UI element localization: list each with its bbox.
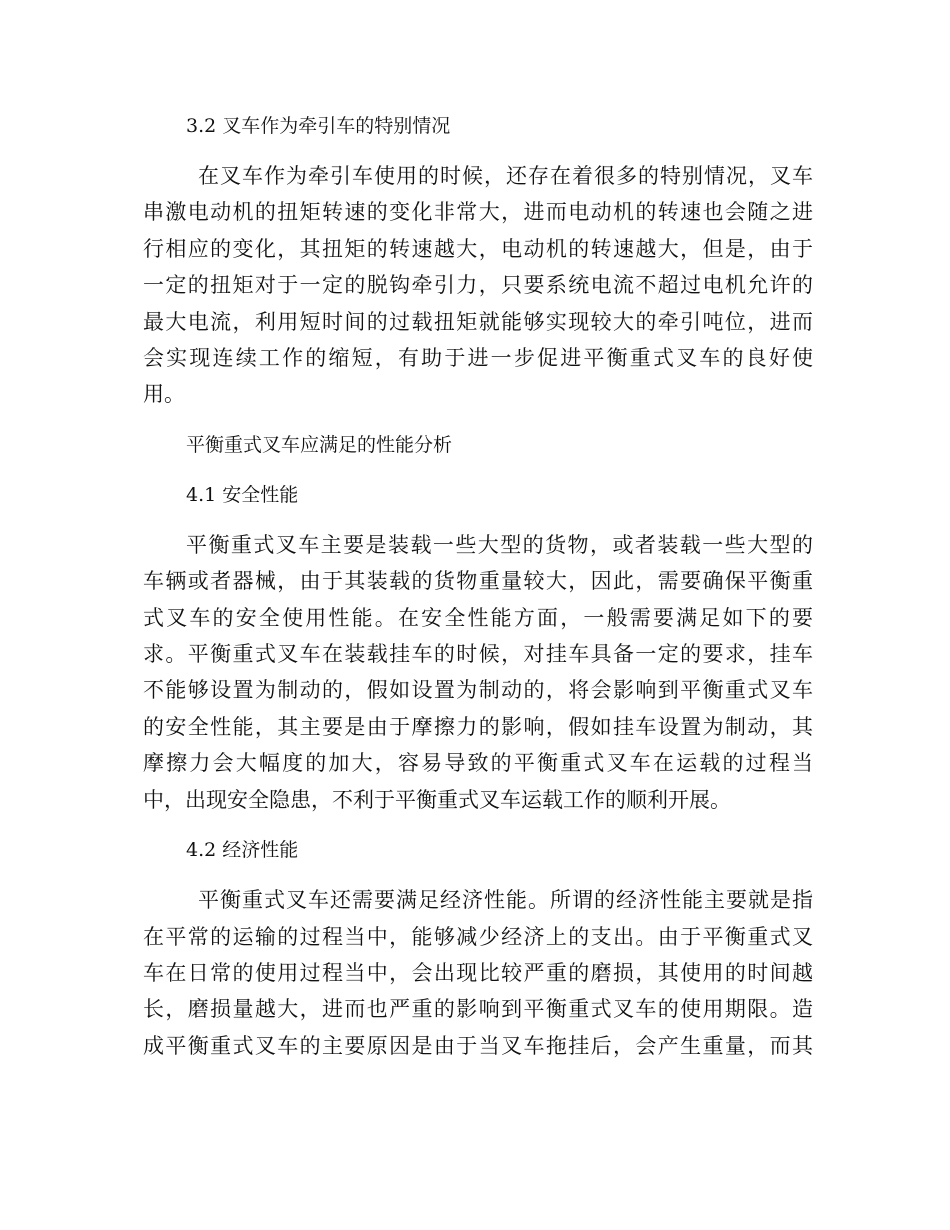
text-line: 车在日常的使用过程当中，会出现比较严重的磨损，其使用的时间越 [143, 960, 813, 985]
text-line: 一定的扭矩对于一定的脱钩牵引力，只要系统电流不超过电机允许的 [143, 273, 813, 298]
text-line: 成平衡重式叉车的主要原因是由于当叉车拖挂后，会产生重量，而其 [143, 1033, 813, 1058]
heading-4-2: 4.2 经济性能 [186, 839, 299, 862]
text-line: 在叉车作为牵引车使用的时候，还存在着很多的特别情况，叉车 [198, 164, 813, 188]
text-line: 平衡重式叉车主要是装载一些大型的货物，或者装载一些大型的 [186, 532, 813, 557]
text-line: 长，磨损量越大，进而也严重的影响到平衡重式叉车的使用期限。造 [143, 997, 813, 1022]
paragraph-safety-performance [143, 527, 813, 818]
paragraph-economic-performance [143, 882, 813, 1064]
text-line: 求。平衡重式叉车在装载挂车的时候，对挂车具备一定的要求，挂车 [143, 642, 813, 667]
paragraph-traction-special-cases [143, 158, 813, 413]
heading-4-1: 4.1 安全性能 [186, 483, 299, 506]
text-line: 式叉车的安全使用性能。在安全性能方面，一般需要满足如下的要 [143, 605, 813, 630]
text-line: 会实现连续工作的缩短，有助于进一步促进平衡重式叉车的良好使 [143, 346, 813, 371]
text-line: 中，出现安全隐患，不利于平衡重式叉车运载工作的顺利开展。 [143, 787, 731, 812]
text-line: 最大电流，利用短时间的过载扭矩就能够实现较大的牵引吨位，进而 [143, 309, 813, 334]
text-line: 平衡重式叉车还需要满足经济性能。所谓的经济性能主要就是指 [198, 888, 813, 913]
text-line: 用。 [143, 382, 185, 407]
text-line: 摩擦力会大幅度的加大，容易导致的平衡重式叉车在运载的过程当 [143, 751, 813, 776]
text-line: 串激电动机的扭矩转速的变化非常大，进而电动机的转速也会随之进 [143, 200, 813, 225]
text-line: 车辆或者器械，由于其装载的货物重量较大，因此，需要确保平衡重 [143, 569, 813, 594]
text-line: 的安全性能，其主要是由于摩擦力的影响，假如挂车设置为制动，其 [143, 714, 813, 739]
text-line: 不能够设置为制动的，假如设置为制动的，将会影响到平衡重式叉车 [143, 678, 813, 703]
heading-3-2: 3.2 叉车作为牵引车的特别情况 [186, 115, 451, 137]
text-line: 行相应的变化，其扭矩的转速越大，电动机的转速越大，但是，由于 [143, 236, 813, 261]
document-body [143, 108, 813, 1078]
heading-performance-analysis: 平衡重式叉车应满足的性能分析 [186, 433, 453, 456]
text-line: 在平常的运输的过程当中，能够减少经济上的支出。由于平衡重式叉 [143, 924, 813, 949]
